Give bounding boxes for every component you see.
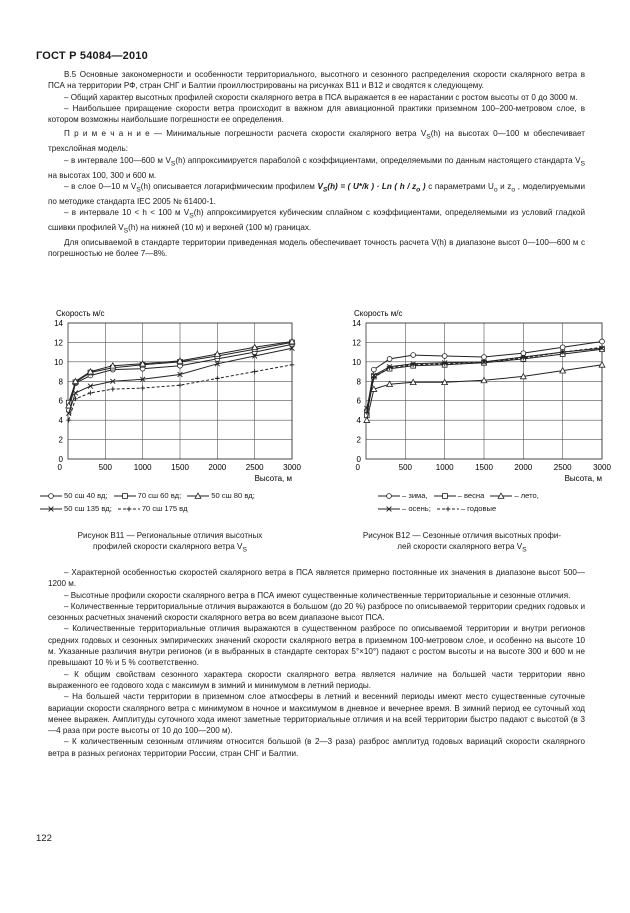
text: (h) аппроксимируется параболой с коэффициентами, определяемыми по данным настоящего стандарта V [175, 155, 581, 165]
data-point [66, 418, 71, 423]
data-point [371, 367, 376, 372]
paragraph: – Характерной особенностью скоростей скалярного ветра в ПСА является примерно постоянные их значения в диапазоне высот 500—1200 м. [48, 568, 585, 589]
y-tick-label: 4 [356, 416, 361, 426]
subscript: o [416, 186, 421, 194]
legend-item [437, 504, 496, 513]
text: с параметрами U [425, 181, 494, 191]
paragraph: – Высотные профили скорости скалярного ветра в ПСА имеют существенные количественные территориальные и сезонные отличия. [64, 590, 571, 600]
y-tick-label: 0 [58, 455, 63, 464]
legend-label: – лето, [514, 491, 539, 500]
paragraph: В.5 Основные закономерности и особенности территориального, высотного и сезонного распределения скорости скалярного ветра в ПСА на территории РФ, стран СНГ и Балтии проиллюстрированы на рисунках В11 и В12 и сводятся к следующему. [48, 70, 585, 91]
legend-symbol [437, 505, 459, 513]
legend-symbol [40, 505, 62, 513]
legend-label: 50 сш 135 вд; [64, 504, 112, 513]
legend-label: 50 сш 80 вд; [211, 491, 255, 500]
formula [317, 181, 426, 194]
paragraph: – Количественные территориальные отличия выражаются в большом (до 20 %) разбросе по описываемой территории средних годовых и сезонных расчетных значений скорости скалярного ветра во всем диапазоне высот ПСА. [48, 601, 585, 623]
caption-line [332, 541, 592, 556]
figure-b11-caption [70, 530, 270, 556]
x-origin-label: 0 [57, 463, 62, 472]
legend-symbol [378, 492, 400, 500]
legend-item [40, 491, 108, 500]
legend-marker [445, 507, 450, 512]
subscript: o [493, 186, 498, 194]
text: (h) аппроксимируется кубическим сплайном с коэффициентами, определяемыми из условий гладкой сшивки профилей V [48, 208, 585, 232]
series-line [69, 365, 292, 420]
legend-row [378, 502, 545, 515]
data-point [88, 391, 93, 396]
legend-marker [126, 507, 131, 512]
data-point [387, 357, 392, 362]
x-tick-label: 3000 [593, 463, 611, 472]
paragraph: – Количественные территориальные отличия выражаются в существенном разбросе по описываемой территории и внутри регионов средних годовых и сезонных эмпирических значений скорости скалярного ветра в приземном 100-метровом слое, и особенно на высоте 10 м. Указанные различия внутри регионов (и в выбранных в стандарте секторах 5°×10°) падают с ростом высоты и на высоте 300 и 600 м не превышают 10 % и 5 % соответственно. [48, 624, 585, 668]
legend-symbol [490, 492, 512, 500]
y-tick-label: 14 [352, 319, 361, 328]
findings-section [48, 567, 585, 759]
paragraph: – Наибольшее приращение скорости ветра происходит в важном для авиационной практики приземном 100–200-метровом слое, в котором возможны наибольшие погрешности ее определения. [48, 103, 585, 125]
legend-item [118, 504, 188, 513]
note-item [48, 155, 585, 181]
text: (h) на нижней (10 м) и верхней (100 м) границах. [128, 223, 312, 232]
chart-b12-svg [336, 307, 611, 483]
data-point [411, 353, 416, 358]
y-tick-label: 6 [58, 396, 63, 406]
legend-item [378, 504, 431, 513]
caption-line: Рисунок В11 — Региональные отличия высотных [77, 531, 263, 540]
data-point [599, 362, 605, 367]
x-tick-label: 1500 [475, 463, 493, 472]
note-item [48, 181, 585, 207]
legend-item [378, 491, 428, 500]
x-tick-label: 2000 [208, 463, 227, 472]
data-point [560, 345, 565, 350]
data-point [600, 339, 605, 344]
note-lead: П р и м е ч а н и е — Минимальные погрешности расчета скорости скалярного ветра V [64, 129, 427, 139]
legend-marker [49, 494, 54, 499]
x-tick-label: 3000 [283, 463, 301, 472]
x-axis-label: Высота, м [564, 474, 602, 483]
x-origin-label: 0 [355, 463, 360, 472]
legend-item [490, 491, 538, 500]
legend-symbol [40, 492, 62, 500]
legend-label: – зима, [402, 491, 428, 500]
legend-row [40, 502, 261, 515]
x-tick-label: 2000 [514, 463, 533, 472]
y-tick-label: 10 [54, 357, 63, 367]
chart-b11-svg [34, 307, 304, 482]
subscript: S [242, 546, 247, 554]
text: (h) = ( U*/k ) · Ln ( h / z [327, 181, 417, 191]
y-tick-label: 14 [54, 319, 63, 328]
legend-item [40, 504, 112, 513]
y-tick-label: 10 [352, 357, 361, 367]
text: ) [420, 181, 426, 191]
text: (h) описывается логарифмическим профилем [140, 181, 318, 191]
x-tick-label: 2500 [553, 463, 572, 472]
legend-label: – весна [457, 491, 485, 500]
legend-label: – годовые [460, 504, 497, 513]
subscript: S [580, 160, 586, 168]
series-line [367, 365, 602, 420]
subscript: S [322, 186, 328, 194]
legend-symbol [114, 492, 136, 500]
note-lead-rest: (h) на высотах 0—100 м обеспечивает трехслойная модель: [48, 129, 585, 154]
text: – в интервале 10 < h < 100 м V [64, 208, 190, 218]
legend-label: 50 сш 40 вд; [64, 491, 108, 500]
y-tick-label: 2 [356, 435, 361, 445]
data-point [73, 391, 78, 396]
y-tick-label: 0 [356, 455, 361, 464]
text: на высотах 100, 300 и 600 м. [48, 170, 157, 180]
caption-line [70, 541, 270, 556]
y-tick-label: 8 [356, 377, 361, 387]
legend-item [434, 491, 485, 500]
legend-row [378, 489, 545, 502]
legend-label: 70 сш 175 вд [141, 504, 188, 513]
legend-marker [442, 494, 447, 499]
paragraph: – Общий характер высотных профилей скорости скалярного ветра в ПСА выражается в ее нарастании с ростом высоты от 0 до 3000 м. [64, 92, 578, 102]
x-axis-label: Высота, м [254, 474, 292, 483]
y-axis-label: Скорость м/с [354, 309, 403, 318]
intro-section [48, 69, 585, 260]
data-point [110, 387, 115, 392]
subscript: o [511, 186, 516, 194]
data-point [482, 355, 487, 360]
x-tick-label: 500 [398, 463, 413, 472]
chart-b12-legend [378, 489, 545, 515]
legend-label: – осень; [402, 504, 431, 513]
legend-item [187, 491, 255, 500]
subscript: S [170, 160, 176, 168]
paragraph: – К общим свойствам сезонного характера скорости скалярного ветра является наличие на большей части территории явно выраженного ее годового хода с максимум в зимний и минимумом в летний периоды. [48, 669, 585, 690]
paragraph: – На большей части территории в приземном слое атмосферы в летний и весенний периоды имеют место существенные суточные вариации скорости скалярного ветра с минимумом в ночное и максимумом в дневное и вечернее время. В зимний период ее суточный ход менее выражен. Амплитуды суточного хода имеют заметные территориальные отличия и на всей территории быстро падают с высотой (в 3 —4 раза при росте высоты от 10 до 100—200 м). [48, 692, 585, 736]
figure-b12-caption [332, 530, 592, 556]
subscript: S [123, 227, 129, 235]
text: – в интервале 100—600 м V [64, 155, 171, 165]
chart-b12 [336, 307, 611, 483]
text: профилей скорости скалярного ветра V [93, 542, 243, 552]
y-tick-label: 12 [54, 338, 63, 348]
data-point [442, 354, 447, 359]
legend-symbol [378, 505, 400, 513]
paragraph: – К количественным сезонным отличиям относится большой (в 2—3 раза) разброс амплитуд годовых вариаций скорости скалярного ветра в разных регионах территории России, стран СНГ и Балтии. [48, 737, 585, 758]
note-paragraph [48, 128, 585, 154]
x-tick-label: 1500 [171, 463, 189, 472]
legend-item [114, 491, 182, 500]
legend-marker [122, 494, 127, 499]
y-tick-label: 8 [58, 377, 63, 387]
y-tick-label: 6 [356, 396, 361, 406]
x-tick-label: 500 [98, 463, 113, 472]
legend-marker [387, 494, 392, 499]
subscript: S [189, 212, 194, 220]
legend-label: 70 сш 60 вд; [137, 491, 182, 500]
data-point [252, 369, 257, 374]
subscript: S [136, 186, 141, 194]
data-point [178, 383, 183, 388]
y-tick-label: 12 [352, 338, 361, 348]
note-item [48, 207, 585, 237]
legend-symbol [187, 492, 209, 500]
data-point [290, 362, 295, 367]
x-tick-label: 1000 [435, 463, 454, 472]
chart-b11-legend [40, 489, 261, 515]
text: – в слое 0—10 м V [64, 181, 137, 191]
text: , моделируемыми по методике стандарта IEC 2005 № 61400-1. [48, 181, 586, 206]
text: и z [497, 181, 512, 191]
text: V [317, 181, 323, 191]
subscript: S [426, 134, 431, 142]
page-number: 122 [36, 833, 52, 844]
legend-symbol [118, 505, 140, 513]
text: лей скорости скалярного ветра V [397, 542, 523, 552]
caption-line: Рисунок В12 — Сезонные отличия высотных профи- [362, 531, 562, 540]
chart-b11 [34, 307, 304, 482]
y-tick-label: 2 [58, 435, 63, 445]
y-axis-label: Скорость м/с [56, 309, 105, 318]
paragraph: Для описываемой в стандарте территории приведенная модель обеспечивает точность расчета V(h) в диапазоне высот 0—100—600 м с погрешностью не более 7—8%. [48, 237, 585, 259]
legend-row [40, 489, 261, 502]
data-point [215, 376, 220, 381]
y-tick-label: 4 [58, 416, 63, 426]
data-point [140, 386, 145, 391]
x-tick-label: 1000 [133, 463, 152, 472]
subscript: S [522, 546, 527, 554]
legend-symbol [434, 492, 456, 500]
x-tick-label: 2500 [245, 463, 264, 472]
document-header: ГОСТ Р 54084—2010 [36, 50, 148, 62]
